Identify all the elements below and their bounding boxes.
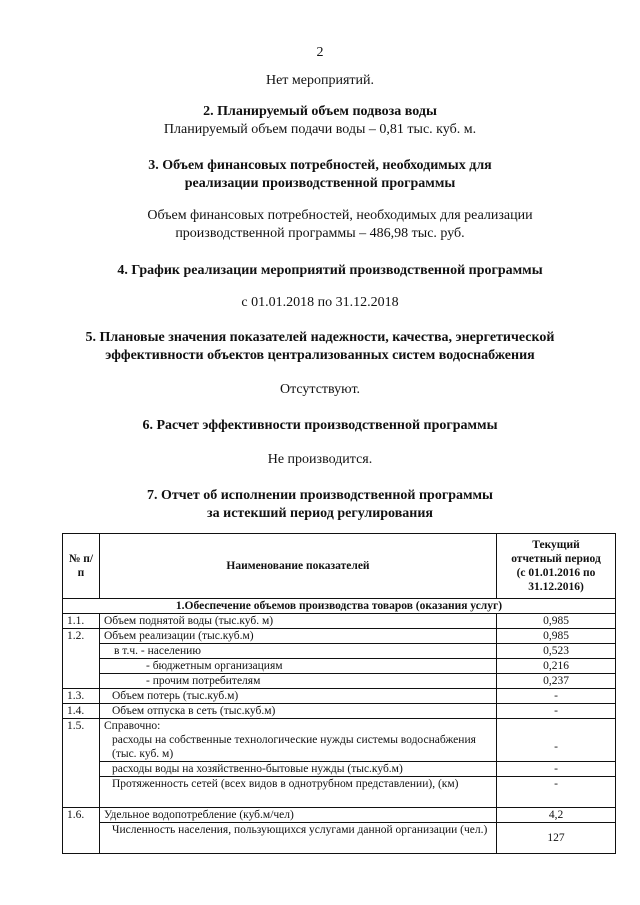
row-num: 1.3. (63, 689, 100, 704)
row-name: - прочим потребителям (100, 674, 497, 689)
table-row (63, 629, 616, 644)
row-name: Справочно: (100, 719, 497, 734)
row-name: Объем потерь (тыс.куб.м) (100, 689, 497, 704)
section3-title-line2: реализации производственной программы (184, 176, 456, 191)
row-value: 0,237 (497, 674, 616, 689)
table-header-row (63, 534, 616, 599)
table-row (63, 719, 616, 734)
row-value: - (497, 733, 616, 762)
row-name: в т.ч. - населению (100, 644, 497, 659)
row-name: Объем отпуска в сеть (тыс.куб.м) (100, 704, 497, 719)
section4-text: с 01.01.2018 по 31.12.2018 (241, 295, 399, 310)
row-num: 1.1. (63, 614, 100, 629)
row-num: 1.5. (63, 719, 100, 808)
row-name: Протяженность сетей (всех видов в однотрубном представлении), (км) (100, 777, 497, 808)
section7-title-line1: 7. Отчет об исполнении производственной программы (146, 488, 493, 503)
row-value: 0,523 (497, 644, 616, 659)
table-row (63, 808, 616, 823)
section5-title-line2: эффективности объектов централизованных систем водоснабжения (105, 348, 535, 363)
section2-text: Планируемый объем подачи воды – 0,81 тыс. куб. м. (163, 122, 477, 137)
row-value: - (497, 777, 616, 808)
table-row (63, 689, 616, 704)
table-row (63, 674, 616, 689)
row-value: 4,2 (497, 808, 616, 823)
header-period-line4: 31.12.2016) (528, 581, 584, 593)
section5-title-line1: 5. Плановые значения показателей надежности, качества, энергетической (85, 330, 555, 345)
section2-title: 2. Планируемый объем подвоза воды (203, 104, 437, 119)
row-num: 1.4. (63, 704, 100, 719)
section5-text: Отсутствуют. (279, 382, 361, 397)
table-row (63, 777, 616, 808)
row-num: 1.6. (63, 808, 100, 854)
row-value: 0,985 (497, 629, 616, 644)
page-number: 2 (316, 45, 324, 60)
row-value: 127 (497, 823, 616, 854)
header-period-line3: (с 01.01.2016 по (516, 567, 596, 579)
row-value: - (497, 762, 616, 777)
row-name: Численность населения, пользующихся услугами данной организации (чел.) (100, 823, 497, 854)
table-row (63, 823, 616, 854)
report-table (62, 533, 616, 854)
table-row (63, 762, 616, 777)
table-row (63, 659, 616, 674)
no-events-text: Нет мероприятий. (265, 73, 375, 88)
section6-title: 6. Расчет эффективности производственной программы (142, 418, 498, 433)
section3-text-line1: Объем финансовых потребностей, необходимых для реализации (147, 208, 533, 223)
row-name: Удельное водопотребление (куб.м/чел) (100, 808, 497, 823)
row-value: - (497, 704, 616, 719)
row-name: Объем поднятой воды (тыс.куб. м) (100, 614, 497, 629)
row-value (497, 719, 616, 734)
section6-text: Не производится. (267, 452, 373, 467)
row-name: расходы воды на хозяйственно-бытовые нужды (тыс.куб.м) (100, 762, 497, 777)
row-name: Объем реализации (тыс.куб.м) (100, 629, 497, 644)
table-row (63, 733, 616, 762)
table-row (63, 614, 616, 629)
row-value: 0,985 (497, 614, 616, 629)
table-row (63, 704, 616, 719)
table-group-row (63, 599, 616, 614)
header-num: № п/п (63, 534, 100, 599)
header-name: Наименование показателей (100, 534, 497, 599)
header-period-line2: отчетный период (511, 553, 601, 565)
table-row (63, 644, 616, 659)
section7-title-line2: за истекший период регулирования (207, 506, 433, 521)
row-value: - (497, 689, 616, 704)
section4-title: 4. График реализации мероприятий производственной программы (117, 263, 543, 278)
section3-title-line1: 3. Объем финансовых потребностей, необходимых для (148, 158, 492, 173)
group-title: 1.Обеспечение объемов производства товаров (оказания услуг) (63, 599, 616, 614)
row-name: расходы на собственные технологические нужды системы водоснабжения (тыс. куб. м) (100, 733, 497, 762)
section3-text-line2: производственной программы – 486,98 тыс. руб. (175, 226, 465, 241)
header-period (497, 534, 616, 599)
row-name: - бюджетным организациям (100, 659, 497, 674)
header-period-line1: Текущий (532, 539, 580, 551)
row-num: 1.2. (63, 629, 100, 689)
row-value: 0,216 (497, 659, 616, 674)
